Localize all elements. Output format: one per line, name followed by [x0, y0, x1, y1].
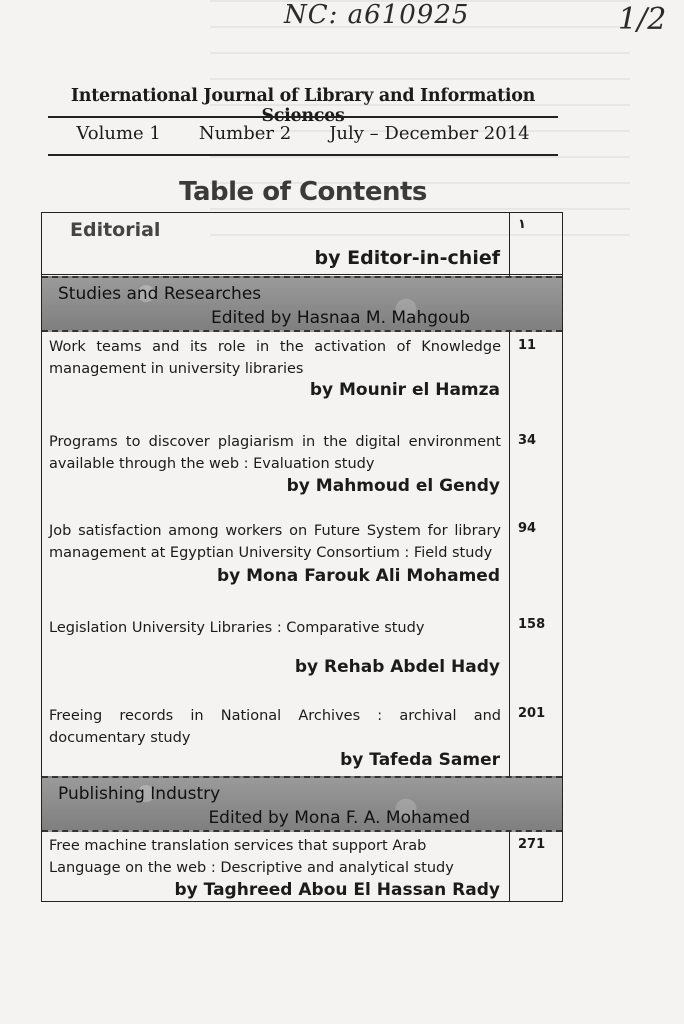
section-editor: Edited by Hasnaa M. Mahgoub — [211, 308, 470, 328]
editorial-page: ١ — [518, 217, 526, 232]
editorial-author: by Editor-in-chief — [314, 247, 500, 269]
issue-number: Number 2 — [198, 123, 292, 144]
handwritten-catalog-number: NC: a610925 — [284, 0, 470, 30]
journal-title: International Journal of Library and Information Sciences — [70, 86, 536, 126]
article-author: by Taghreed Abou El Hassan Rady — [174, 880, 500, 900]
list-item — [42, 701, 562, 776]
article-page: 271 — [518, 837, 546, 852]
list-item — [42, 428, 562, 522]
editorial-label: Editorial — [70, 219, 161, 241]
header-rule-bottom — [48, 154, 558, 156]
article-author: by Mahmoud el Gendy — [286, 476, 500, 496]
list-item — [42, 609, 562, 699]
article-title: Free machine translation services that support Arab Language on the web : Descriptive and analytical study — [49, 838, 454, 876]
section-title: Studies and Researches — [58, 284, 262, 304]
list-item — [42, 519, 562, 609]
article-title: Freeing records in National Archives : archival and documentary study — [49, 708, 501, 746]
list-item — [42, 833, 562, 903]
section-band-studies — [42, 276, 562, 332]
article-author: by Mona Farouk Ali Mohamed — [216, 566, 500, 586]
issue-line — [48, 123, 558, 144]
section-title: Publishing Industry — [58, 784, 221, 804]
article-author: by Tafeda Samer — [340, 750, 500, 770]
list-item — [42, 334, 562, 428]
article-author: by Mounir el Hamza — [309, 380, 500, 400]
volume: Volume 1 — [76, 123, 161, 144]
article-page: 201 — [518, 706, 546, 721]
editorial-row — [42, 213, 562, 275]
toc-table — [41, 212, 563, 902]
article-page: 94 — [518, 521, 537, 536]
article-title: Legislation University Libraries : Comparative study — [49, 620, 425, 636]
article-page: 11 — [518, 338, 537, 353]
article-page: 158 — [518, 617, 546, 632]
article-author: by Rehab Abdel Hady — [294, 657, 500, 677]
section-band-publishing — [42, 776, 562, 832]
article-title: Job satisfaction among workers on Future System for library management at Egyptian University Consortium : Field study — [49, 523, 501, 561]
issue-period: July – December 2014 — [329, 123, 530, 144]
toc-title: Table of Contents — [179, 177, 427, 207]
article-title: Work teams and its role in the activation of Knowledge management in university libraries — [49, 339, 501, 377]
article-title: Programs to discover plagiarism in the digital environment available through the web : Evaluation study — [49, 434, 501, 472]
section-editor: Edited by Mona F. A. Mohamed — [208, 808, 470, 828]
header-rule-top — [48, 116, 558, 118]
handwritten-page-marker: 1/2 — [618, 2, 667, 37]
article-page: 34 — [518, 433, 537, 448]
